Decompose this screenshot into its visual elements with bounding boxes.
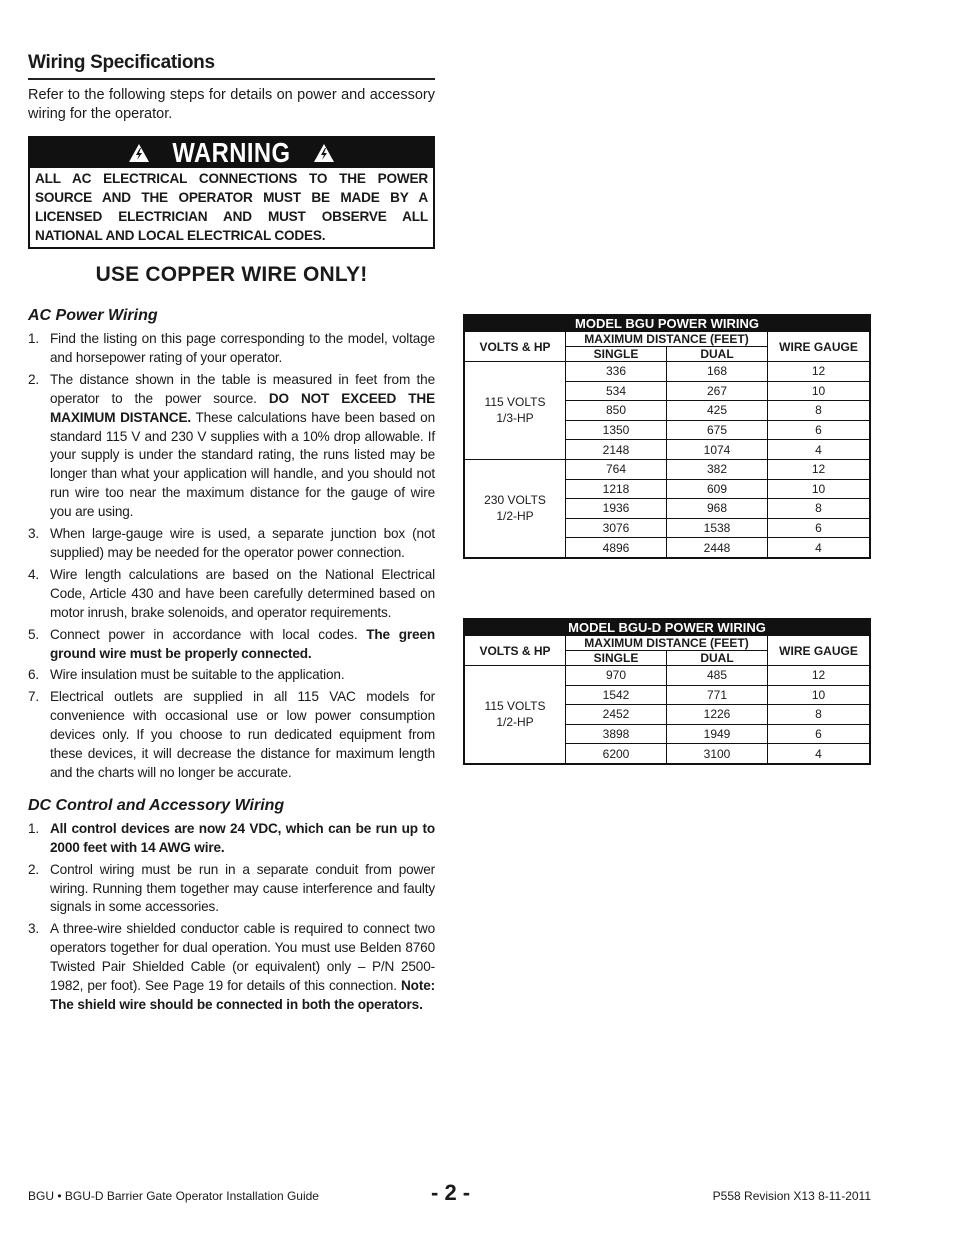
- dual-distance-cell: 1226: [667, 705, 768, 725]
- single-distance-cell: 4896: [566, 538, 667, 558]
- volts-hp-group: [464, 362, 566, 460]
- electric-hazard-right-icon: [313, 143, 335, 163]
- volts-hp-group: [464, 666, 566, 764]
- single-distance-cell: 1218: [566, 479, 667, 499]
- wire-gauge-cell: 6: [768, 518, 871, 538]
- header-wire-gauge: WIRE GAUGE: [768, 636, 871, 666]
- item-bold-text: All control devices are now 24 VDC, which can be run up to 2000 feet with 14 AWG wire.: [50, 820, 435, 855]
- wire-gauge-cell: 4: [768, 744, 871, 764]
- wire-gauge-cell: 8: [768, 705, 871, 725]
- single-distance-cell: 534: [566, 381, 667, 401]
- dual-distance-cell: 382: [667, 459, 768, 479]
- wire-gauge-cell: 6: [768, 724, 871, 744]
- dc-control-heading: DC Control and Accessory Wiring: [28, 796, 285, 814]
- wire-gauge-cell: 12: [768, 459, 871, 479]
- section-title: Wiring Specifications: [28, 52, 435, 80]
- table-row: [464, 362, 870, 382]
- left-column: [28, 52, 435, 1018]
- wire-gauge-cell: 8: [768, 499, 871, 519]
- bgud-power-wiring-table: [463, 618, 871, 765]
- ac-power-item: [28, 525, 435, 563]
- wire-gauge-cell: 8: [768, 401, 871, 421]
- table-row: [464, 459, 870, 479]
- ac-power-list: [28, 330, 435, 783]
- electric-hazard-left-icon: [128, 143, 150, 163]
- item-text: The distance shown in the table is measured in feet from the operator to the power source.: [50, 371, 435, 406]
- single-distance-cell: 6200: [566, 744, 667, 764]
- ac-power-item: [28, 666, 435, 685]
- list-number: 4.: [28, 566, 40, 582]
- list-number: 1.: [28, 331, 40, 346]
- single-distance-cell: 3076: [566, 518, 667, 538]
- dc-control-item: [28, 920, 435, 1015]
- table-caption: MODEL BGU-D POWER WIRING: [464, 619, 870, 636]
- footer-revision: P558 Revision X13 8-11-2011: [712, 1189, 871, 1203]
- single-distance-cell: 1542: [566, 685, 667, 705]
- ac-power-item: [28, 688, 435, 783]
- list-number: 1.: [28, 820, 40, 836]
- dc-control-item: [28, 861, 435, 918]
- list-number: 6.: [28, 667, 40, 683]
- page-number: - 2 -: [431, 1180, 471, 1205]
- header-single: SINGLE: [566, 347, 667, 362]
- ac-power-item: [28, 371, 435, 522]
- dual-distance-cell: 675: [667, 420, 768, 440]
- table-row: [464, 666, 870, 686]
- item-bold-text: The green ground wire must be properly connected.: [50, 626, 435, 661]
- warning-title: WARNING: [172, 137, 291, 168]
- item-text: Connect power in accordance with local codes.: [50, 626, 367, 642]
- single-distance-cell: 2452: [566, 705, 667, 725]
- wire-gauge-cell: 10: [768, 479, 871, 499]
- hp-label: 1/2-HP: [496, 509, 534, 524]
- wire-gauge-cell: 10: [768, 685, 871, 705]
- dual-distance-cell: 168: [667, 362, 768, 382]
- header-max-distance: MAXIMUM DISTANCE (FEET): [566, 332, 768, 347]
- ac-power-item: [28, 626, 435, 664]
- warning-box: [28, 136, 435, 249]
- item-text: Find the listing on this page corresponding to the model, voltage and horsepower rating of your operator.: [50, 331, 435, 365]
- single-distance-cell: 336: [566, 362, 667, 382]
- volts-hp-group: [464, 459, 566, 557]
- list-number: 7.: [28, 689, 40, 705]
- hp-label: 1/2-HP: [496, 715, 534, 730]
- table-caption: MODEL BGU POWER WIRING: [464, 315, 870, 332]
- single-distance-cell: 850: [566, 401, 667, 421]
- wire-gauge-cell: 6: [768, 420, 871, 440]
- item-text: These calculations have been based on standard 115 V and 230 V supplies with a 10% drop allowable. If your supply is under the standard rating, the runs listed may be longer than what your application will handle, and you should not run wire too near the maximum distance for the gauge of wire you are using.: [50, 409, 435, 520]
- dc-control-item: [28, 820, 435, 858]
- single-distance-cell: 764: [566, 459, 667, 479]
- dual-distance-cell: 968: [667, 499, 768, 519]
- volts-label: 230 VOLTS: [484, 493, 546, 508]
- wire-gauge-cell: 4: [768, 440, 871, 460]
- list-number: 5.: [28, 626, 40, 642]
- wire-gauge-cell: 4: [768, 538, 871, 558]
- volts-label: 115 VOLTS: [484, 395, 546, 410]
- dual-distance-cell: 3100: [667, 744, 768, 764]
- single-distance-cell: 2148: [566, 440, 667, 460]
- bgu-power-wiring-table: [463, 314, 871, 559]
- dual-distance-cell: 1949: [667, 724, 768, 744]
- item-text: A three-wire shielded conductor cable is required to connect two operators together for dual operation. You must use Belden 8760 Twisted Pair Shielded Cable (or equivalent) only – P/N 2500-1982, per foot). See Page 19 for details of this connection.: [50, 921, 435, 994]
- header-wire-gauge: WIRE GAUGE: [768, 332, 871, 362]
- page-footer: [28, 1180, 871, 1210]
- header-dual: DUAL: [667, 651, 768, 666]
- dual-distance-cell: 267: [667, 381, 768, 401]
- single-distance-cell: 1936: [566, 499, 667, 519]
- single-distance-cell: 1350: [566, 420, 667, 440]
- dual-distance-cell: 609: [667, 479, 768, 499]
- dc-control-list: [28, 820, 435, 1015]
- header-single: SINGLE: [566, 651, 667, 666]
- dual-distance-cell: 1074: [667, 440, 768, 460]
- ac-power-item: [28, 566, 435, 623]
- header-volts-hp: VOLTS & HP: [464, 332, 566, 362]
- wire-gauge-cell: 12: [768, 362, 871, 382]
- list-number: 3.: [28, 921, 40, 937]
- item-text: When large-gauge wire is used, a separate junction box (not supplied) may be needed for the operator power connection.: [50, 526, 435, 560]
- footer-guide-title: BGU • BGU-D Barrier Gate Operator Installation Guide: [28, 1189, 319, 1203]
- header-volts-hp: VOLTS & HP: [464, 636, 566, 666]
- warning-text: ALL AC ELECTRICAL CONNECTIONS TO THE POWER SOURCE AND THE OPERATOR MUST BE MADE BY A LICENSED ELECTRICIAN AND MUST OBSERVE ALL NATIONAL AND LOCAL ELECTRICAL CODES.: [35, 171, 428, 243]
- item-text: Electrical outlets are supplied in all 115 VAC models for convenience with occasional use or low power consumption devices only. If you choose to run dedicated equipment from these devices, it will decrease the distance for maximum length and the charts will no longer be accurate.: [50, 689, 435, 780]
- item-text: Wire insulation must be suitable to the application.: [50, 667, 345, 683]
- list-number: 2.: [28, 371, 40, 387]
- hp-label: 1/3-HP: [496, 411, 534, 426]
- header-max-distance: MAXIMUM DISTANCE (FEET): [566, 636, 768, 651]
- dual-distance-cell: 2448: [667, 538, 768, 558]
- single-distance-cell: 3898: [566, 724, 667, 744]
- wire-gauge-cell: 12: [768, 666, 871, 686]
- volts-label: 115 VOLTS: [484, 699, 546, 714]
- dual-distance-cell: 425: [667, 401, 768, 421]
- ac-power-heading: AC Power Wiring: [28, 307, 158, 324]
- copper-wire-notice: USE COPPER WIRE ONLY!: [95, 263, 368, 286]
- item-text: Wire length calculations are based on the National Electrical Code, Article 430 and have been carefully determined based on motor inrush, brake solenoids, and operator requirements.: [50, 566, 435, 620]
- item-bold-text: Note: The shield wire should be connected in both the operators.: [50, 978, 435, 1012]
- ac-power-item: [28, 330, 435, 368]
- list-number: 2.: [28, 861, 40, 877]
- item-text: Control wiring must be run in a separate conduit from power wiring. Running them together may cause interference and faulty signals in some accessories.: [50, 861, 435, 915]
- wire-gauge-cell: 10: [768, 381, 871, 401]
- list-number: 3.: [28, 526, 40, 542]
- item-bold-text: DO NOT EXCEED THE MAXIMUM DISTANCE.: [50, 390, 435, 425]
- single-distance-cell: 970: [566, 666, 667, 686]
- dual-distance-cell: 1538: [667, 518, 768, 538]
- warning-header: [30, 138, 433, 168]
- dual-distance-cell: 485: [667, 666, 768, 686]
- dual-distance-cell: 771: [667, 685, 768, 705]
- header-dual: DUAL: [667, 347, 768, 362]
- intro-text: Refer to the following steps for details on power and accessory wiring for the operator.: [28, 87, 435, 122]
